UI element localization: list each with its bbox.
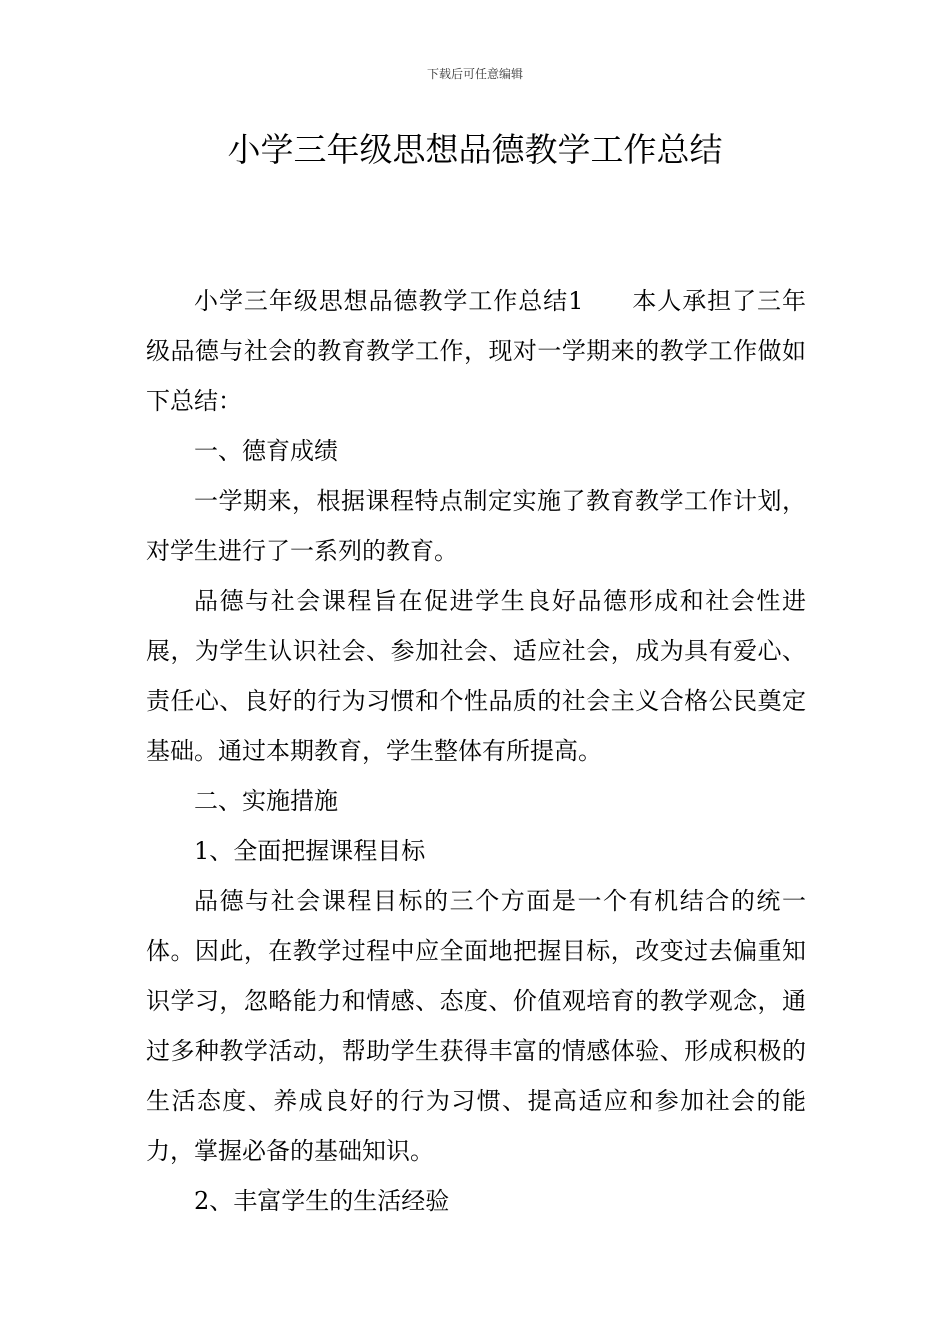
section-heading-moral-results: 一、德育成绩 <box>194 437 338 465</box>
subheading-life-experience: 2、丰富学生的生活经验 <box>194 1187 450 1215</box>
subheading-course-goals: 1、全面把握课程目标 <box>194 837 426 865</box>
document-title: 小学三年级思想品德教学工作总结 <box>227 130 723 169</box>
intro-heading: 小学三年级思想品德教学工作总结1 <box>194 287 584 315</box>
document-body <box>146 276 806 1226</box>
intro-paragraph <box>146 276 806 426</box>
header-note: 下载后可任意编辑 <box>426 67 523 81</box>
paragraph: 一学期来，根据课程特点制定实施了教育教学工作计划，对学生进行了一系列的教育。 <box>146 487 806 565</box>
paragraph: 品德与社会课程旨在促进学生良好品德形成和社会性进展，为学生认识社会、参加社会、适应社会，成为具有爱心、责任心、良好的行为习惯和个性品质的社会主义合格公民奠定基础。通过本期教育，学生整体有所提高。 <box>146 587 806 765</box>
intro-text: 本人承担了三年级品德与社会的教育教学工作，现对一学期来的教学工作做如下总结： <box>146 287 806 415</box>
section-heading-measures: 二、实施措施 <box>194 787 338 815</box>
paragraph: 品德与社会课程目标的三个方面是一个有机结合的统一体。因此，在教学过程中应全面地把握目标，改变过去偏重知识学习，忽略能力和情感、态度、价值观培育的教学观念，通过多种教学活动，帮助学生获得丰富的情感体验、形成积极的生活态度、养成良好的行为习惯、提高适应和参加社会的能力，掌握必备的基础知识。 <box>146 887 806 1165</box>
